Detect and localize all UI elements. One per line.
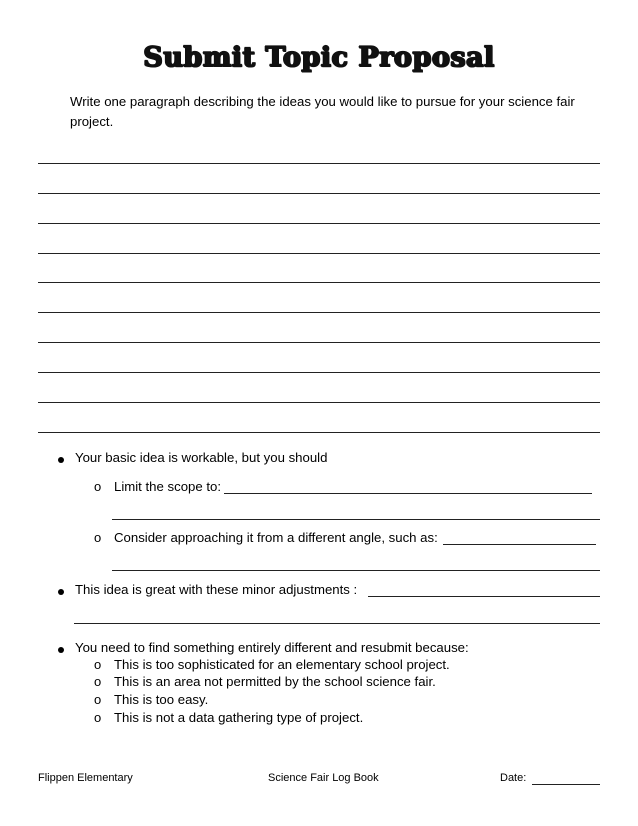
adjustments-blank-2[interactable] [74,623,600,624]
different-angle-blank-2[interactable] [112,570,600,571]
bullet-icon [58,457,64,463]
writing-line[interactable] [38,194,600,224]
limit-scope-blank-2[interactable] [112,519,600,520]
option-workable: Your basic idea is workable, but you should [75,450,328,465]
different-angle-blank[interactable] [443,544,596,545]
writing-line[interactable] [38,164,600,194]
page-title: Submit Topic Proposal [143,42,495,73]
page-footer [38,772,600,790]
sub-bullet-icon: o [94,710,102,725]
reason-too-sophisticated: This is too sophisticated for an elementary school project. [114,657,450,672]
footer-logbook: Science Fair Log Book [268,772,379,784]
bullet-icon [58,647,64,653]
instructions-text: Write one paragraph describing the ideas you would like to pursue for your science fair project. [70,94,575,129]
option-different: You need to find something entirely different and resubmit because: [75,640,469,655]
option-limit-scope: Limit the scope to: [114,479,222,494]
paragraph-writing-area[interactable] [38,134,600,433]
writing-line[interactable] [38,403,600,433]
writing-line[interactable] [38,373,600,403]
writing-line[interactable] [38,224,600,254]
writing-line[interactable] [38,313,600,343]
writing-line[interactable] [38,343,600,373]
bullet-icon [58,589,64,595]
option-great: This idea is great with these minor adjustments : [75,582,358,597]
writing-line[interactable] [38,254,600,284]
writing-line[interactable] [38,134,600,164]
reason-not-permitted: This is an area not permitted by the school science fair. [114,674,436,689]
footer-date-label: Date: [500,772,527,784]
adjustments-blank[interactable] [368,596,600,597]
sub-bullet-icon: o [94,530,102,545]
limit-scope-blank[interactable] [224,493,592,494]
footer-school: Flippen Elementary [38,772,133,784]
sub-bullet-icon: o [94,692,102,707]
reason-not-data-gathering: This is not a data gathering type of project. [114,710,364,725]
sub-bullet-icon: o [94,479,102,494]
option-different-angle: Consider approaching it from a different angle, such as: [114,530,438,545]
sub-bullet-icon: o [94,657,102,672]
date-blank[interactable] [532,784,600,785]
reason-too-easy: This is too easy. [114,692,209,707]
sub-bullet-icon: o [94,674,102,689]
writing-line[interactable] [38,283,600,313]
